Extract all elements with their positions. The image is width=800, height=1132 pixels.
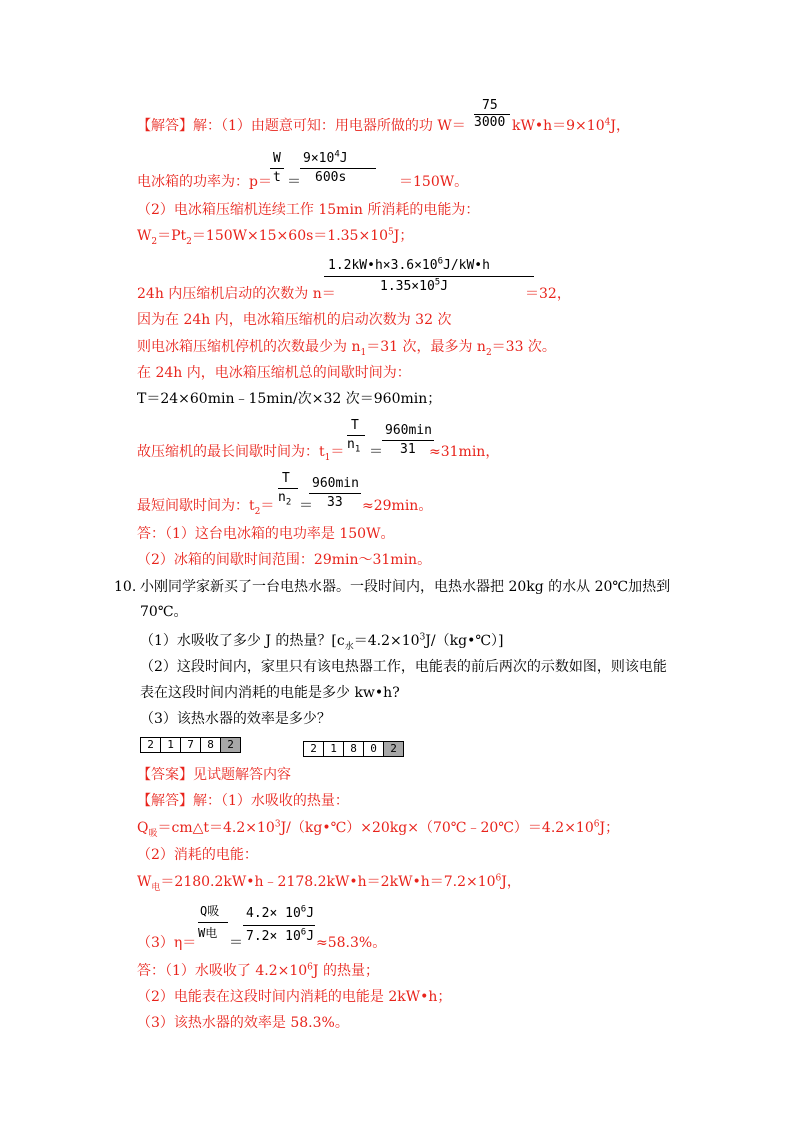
solution-line-count: 24h 内压缩机启动的次数为 n＝ bbox=[137, 286, 336, 302]
solution-line-energy-title: （2）电冰箱压缩机连续工作 15min 所消耗的电能为： bbox=[137, 202, 480, 218]
fraction-bar bbox=[198, 922, 228, 923]
meter-reading-before bbox=[140, 737, 241, 753]
question-text-line-1: 小刚同学家新买了一台电热水器。一段时间内，电热水器把 20kg 的水从 20℃加热到 bbox=[140, 579, 671, 595]
answer-line-1: 答：（1）水吸收了 $4.2\times 10^6J$ 的热量； bbox=[137, 962, 379, 979]
fraction-bar bbox=[300, 168, 376, 169]
solution-line-min-interval: 最短间歇时间为：$t_2=$ bbox=[137, 498, 275, 517]
meter-digit: 2 bbox=[141, 738, 161, 752]
efficiency-result: ≈58.3%。 bbox=[316, 935, 387, 951]
answer-line: 【答案】见试题解答内容 bbox=[137, 767, 291, 783]
fraction-denominator: $7.2\times 10^6J$ bbox=[246, 927, 315, 944]
answer-line-2: （2）电能表在这段时间内消耗的电能是 2kW•h； bbox=[137, 989, 452, 1005]
solution-line-power: 电冰箱的功率为：p＝ bbox=[137, 174, 272, 190]
fraction-bar bbox=[243, 925, 315, 926]
fraction-denominator: $n_1$ bbox=[347, 437, 361, 455]
fraction-bar bbox=[278, 488, 298, 489]
meter-digit: 0 bbox=[364, 742, 384, 756]
fraction-numerator: T bbox=[351, 418, 359, 433]
solution-line-interval: T＝24×60min﹣15min/次×32 次＝960min； bbox=[137, 391, 442, 407]
solution-line-heat: $Q_吸=cm\triangle t=4.2\times 10^3J/(kg•℃)\times 20kg\times(70℃﹣20℃)=4.2\times 10^6J$； bbox=[137, 819, 620, 839]
meter-digit: 7 bbox=[181, 738, 201, 752]
fraction-numerator: T bbox=[282, 471, 290, 486]
count-result: ＝32， bbox=[525, 286, 571, 302]
meter-digit: 1 bbox=[324, 742, 344, 756]
max-interval-result: ≈31min， bbox=[429, 444, 500, 460]
answer-label: 【答案】 bbox=[137, 767, 193, 783]
question-text-line-2: 70℃。 bbox=[140, 604, 188, 620]
solution-line-starts: 因为在 24h 内，电冰箱压缩机的启动次数为 32 次 bbox=[137, 312, 452, 328]
meter-decimal-digit: 2 bbox=[384, 742, 403, 756]
min-interval-result: ≈29min。 bbox=[362, 498, 433, 514]
answer-line-2: （2）冰箱的间歇时间范围：29min～31min。 bbox=[137, 552, 432, 568]
fraction-denominator: W电 bbox=[198, 926, 218, 940]
fraction-denominator: $1.35\times 10^5J$ bbox=[380, 277, 449, 294]
solution-line-energy: $W_2=Pt_2=150W\times 15\times 60s=1.35\times 10^5J$； bbox=[137, 227, 414, 247]
fraction-denominator: t bbox=[273, 170, 281, 185]
solution-line-stops: 则电冰箱压缩机停机的次数最少为 $n_1=31$ 次，最多为 $n_2=33$ 次。 bbox=[137, 339, 556, 358]
solution-label: 【解答】 bbox=[137, 118, 193, 134]
equals-sign: ＝ bbox=[369, 444, 383, 460]
meter-digit: 8 bbox=[201, 738, 221, 752]
fraction-numerator: Q吸 bbox=[200, 904, 220, 918]
solution-line-work: 【解答】解：（1）由题意可知：用电器所做的功 W＝ bbox=[137, 118, 466, 134]
meter-reading-after bbox=[303, 741, 404, 757]
question-part-3: （3）该热水器的效率是多少？ bbox=[140, 711, 331, 727]
solution-line-energy-title: （2）消耗的电能： bbox=[137, 847, 258, 863]
meter-digit: 1 bbox=[161, 738, 181, 752]
meter-decimal-digit: 2 bbox=[221, 738, 240, 752]
answer-line-1: 答：（1）这台电冰箱的电功率是 150W。 bbox=[137, 526, 395, 542]
fraction-denominator: 33 bbox=[327, 495, 343, 510]
work-result: $kW•h=9\times 10^4J$， bbox=[512, 117, 630, 134]
question-part-2-line-1: （2）这段时间内，家里只有该电热器工作，电能表的前后两次的示数如图，则该电能 bbox=[140, 659, 667, 675]
question-number: 10. bbox=[114, 579, 137, 595]
meter-digit: 8 bbox=[344, 742, 364, 756]
solution-line-heat-title: 【解答】解：（1）水吸收的热量： bbox=[137, 793, 349, 809]
solution-line-efficiency: （3）η＝ bbox=[137, 935, 197, 951]
fraction-bar bbox=[347, 435, 365, 436]
solution-line-max-interval: 故压缩机的最长间歇时间为：$t_1=$ bbox=[137, 444, 345, 463]
fraction-numerator: $4.2\times 10^6J$ bbox=[246, 904, 315, 921]
fraction-numerator: 960min bbox=[385, 423, 432, 438]
question-part-1: （1）水吸收了多少 J 的热量？$[c_水=4.2\times 10^3J/(kg•℃)]$ bbox=[140, 632, 504, 652]
fraction-denominator: 3000 bbox=[474, 115, 506, 130]
equals-sign: ＝ bbox=[229, 935, 243, 951]
fraction-denominator: $n_2$ bbox=[278, 490, 292, 508]
fraction-numerator: $1.2kW•h\times 3.6\times 10^6J/kW•h$ bbox=[328, 256, 490, 273]
equals-sign: ＝ bbox=[299, 498, 313, 514]
fraction-bar bbox=[382, 440, 434, 441]
fraction-numerator: 75 bbox=[482, 98, 498, 113]
power-result: ＝150W。 bbox=[399, 174, 469, 190]
answer-line-3: （3）该热水器的效率是 58.3%。 bbox=[137, 1015, 349, 1031]
fraction-bar bbox=[324, 276, 534, 277]
fraction-bar bbox=[309, 493, 361, 494]
solution-label: 【解答】 bbox=[137, 793, 193, 809]
fraction-numerator: W bbox=[273, 151, 281, 166]
fraction-denominator: 600s bbox=[315, 170, 347, 185]
meter-digit: 2 bbox=[304, 742, 324, 756]
fraction-bar bbox=[270, 168, 284, 169]
equals-sign: ＝ bbox=[287, 174, 301, 190]
fraction-numerator: $9\times 10^4J$ bbox=[303, 149, 348, 166]
solution-line-interval-title: 在 24h 内，电冰箱压缩机总的间歇时间为： bbox=[137, 365, 411, 381]
fraction-denominator: 31 bbox=[400, 442, 416, 457]
question-part-2-line-2: 表在这段时间内消耗的电能是多少 kw•h? bbox=[140, 685, 400, 701]
fraction-numerator: 960min bbox=[312, 476, 359, 491]
solution-line-energy: $W_电=2180.2kW•h﹣2178.2kW•h=2kW•h=7.2\times 10^6J$， bbox=[137, 873, 521, 893]
